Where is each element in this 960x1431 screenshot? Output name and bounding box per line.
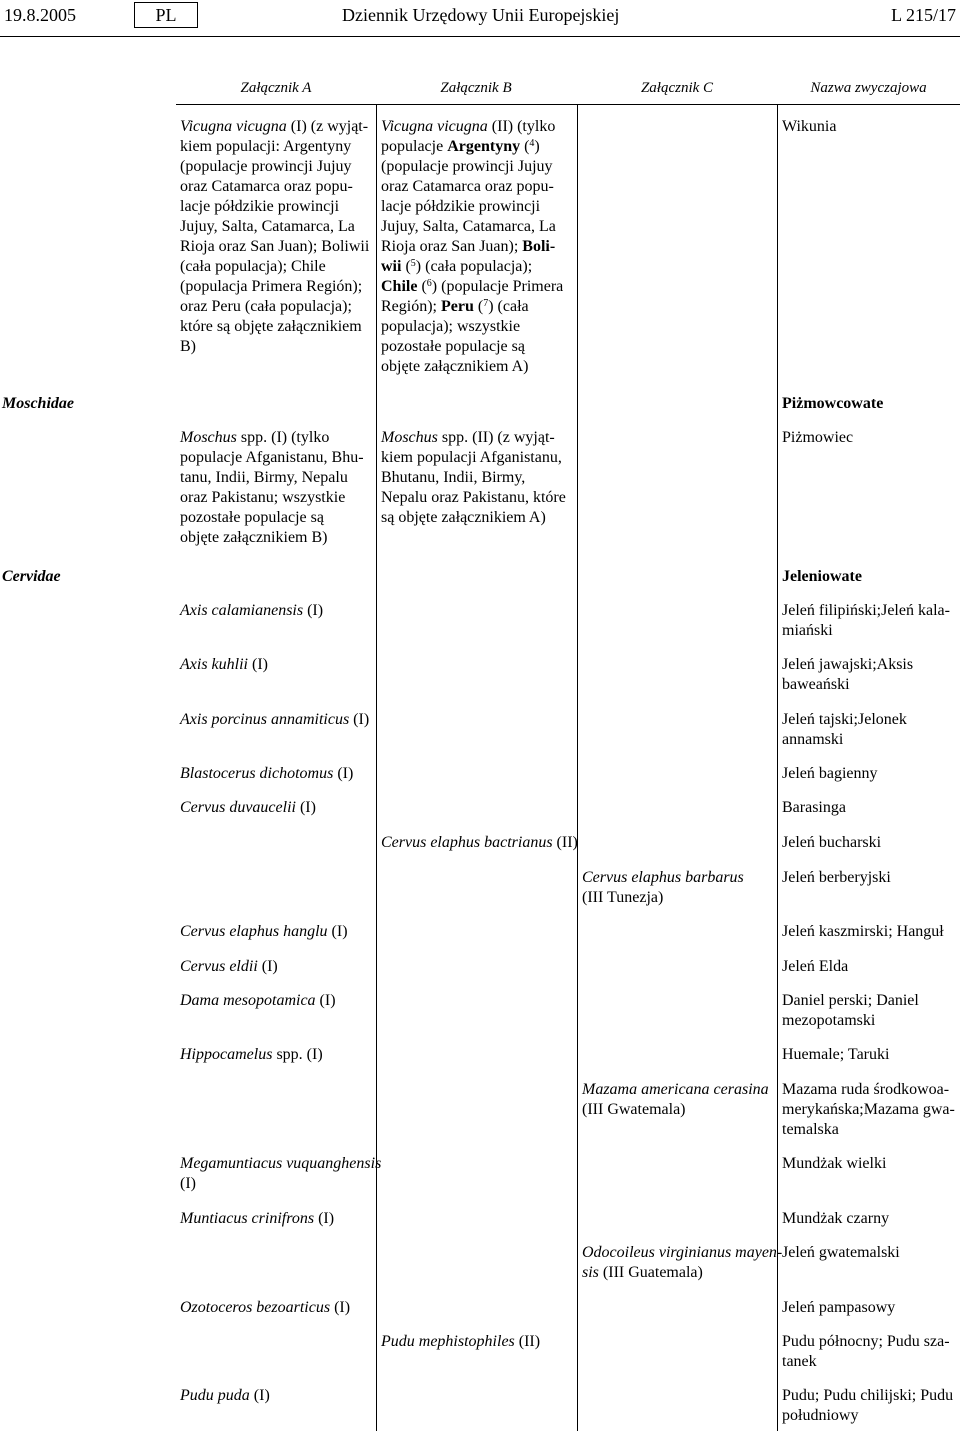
journal-title: Dziennik Urzędowy Unii Europejskiej [342, 5, 620, 25]
family-name: Moschidae [2, 395, 74, 412]
species-name: Moschus [180, 429, 237, 446]
table-row: Odocoileus virginianus mayen- sis (III Guatemala) [582, 1244, 783, 1281]
table-row: Hippocamelus spp. (I) [180, 1046, 323, 1063]
common-name: Daniel perski; Daniel mezopotamski [782, 992, 919, 1029]
common-name: Jeleń Elda [782, 958, 849, 975]
common-name: Jeleń pampasowy [782, 1299, 896, 1316]
table-row: Blastocerus dichotomus (I) [180, 765, 354, 782]
common-name: Mazama ruda środkowoa- merykańska;Mazama gwa- temalska [782, 1081, 955, 1138]
column-divider [376, 104, 377, 1431]
column-header-c: Załącznik C [640, 80, 714, 96]
table-row: Cervus eldii (I) [180, 958, 278, 975]
common-name: Barasinga [782, 799, 846, 816]
column-divider [577, 104, 578, 1431]
common-name: Mundżak wielki [782, 1155, 887, 1172]
common-name: Jeleń bucharski [782, 834, 882, 851]
family-common-name: Piżmowcowate [782, 395, 884, 412]
common-name: Pudu; Pudu chilijski; Pudu południowy [782, 1387, 954, 1424]
table-row: Cervus elaphus bactrianus (II) [381, 834, 578, 851]
common-name: Jeleń jawajski;Aksis baweański [782, 656, 914, 693]
species-name: Vicugna vicugna [180, 118, 287, 135]
species-name: Vicugna vicugna [381, 118, 488, 135]
table-row: Pudu mephistophiles (II) [381, 1333, 541, 1350]
common-name: Jeleń tajski;Jelonek annamski [782, 711, 907, 748]
footnote-ref: 5 [410, 258, 416, 269]
footnote-ref: 4 [529, 138, 535, 149]
column-header-rule [176, 104, 960, 105]
table-row: Cervus elaphus barbarus (III Tunezja) [582, 869, 744, 906]
table-row: Megamuntiacus vuquanghensis (I) [180, 1155, 382, 1192]
common-name: Jeleń berberyjski [782, 869, 891, 886]
table-row: Axis kuhlii (I) [180, 656, 268, 673]
page-header [0, 0, 960, 32]
column-header-b: Załącznik B [440, 80, 512, 96]
table-row: Cervus duvaucelii (I) [180, 799, 316, 816]
footnote-ref: 7 [483, 298, 489, 309]
common-name: Jeleń kaszmirski; Hanguł [782, 923, 944, 940]
common-name: Jeleń bagienny [782, 765, 878, 782]
common-name: Pudu północny; Pudu sza- tanek [782, 1333, 950, 1370]
table-row: Dama mesopotamica (I) [180, 992, 336, 1009]
common-name: Huemale; Taruki [782, 1046, 890, 1063]
common-name: Jeleń filipiński;Jeleń kala- miański [782, 602, 950, 639]
moschus-appendix-b: Moschus spp. (II) (z wyjąt- kiem populacji Afganistanu, Bhutanu, Indii, Birmy, Nepalu oraz Pakistanu, które są objęte załącznikiem A) [381, 429, 566, 526]
vicugna-appendix-b: Vicugna vicugna (II) (tylko populacje Argentyny ($^4$) (populacje prowincji Jujuy oraz Catamarca oraz popu- lacje półdzikie prowincji Jujuy, Salta, Catamarca, La Rioja oraz San Juan); Boli- wii ($^5$) (cała populacja); Chile ($^6$) (populacje Primera Región); Peru ($^7$) (cała populacja); wszystkie pozostałe populacje są objęte załącznikiem A) [381, 118, 564, 375]
column-header-name: Nazwa zwyczajowa [810, 80, 927, 96]
common-name: Mundżak czarny [782, 1210, 890, 1227]
common-name: Jeleń gwatemalski [782, 1244, 900, 1261]
moschus-common-name: Piżmowiec [782, 429, 854, 446]
vicugna-appendix-a: Vicugna vicugna (I) (z wyjąt- kiem populacji: Argentyny (populacje prowincji Jujuy oraz Catamarca oraz popu- lacje półdzikie prowincji Jujuy, Salta, Catamarca, La Rioja oraz San Juan); Boliwii (cała populacja); Chile (populacja Primera Región); oraz Peru (cała populacja); które są objęte załącznikiem B) [180, 118, 370, 355]
publication-date: 19.8.2005 [4, 5, 76, 25]
family-common-name: Jeleniowate [782, 568, 862, 585]
table-row: Ozotoceros bezoarticus (I) [180, 1299, 351, 1316]
table-row: Axis porcinus annamiticus (I) [180, 711, 370, 728]
family-name: Cervidae [2, 568, 61, 585]
species-name: Moschus [381, 429, 438, 446]
moschus-appendix-a: Moschus spp. (I) (tylko populacje Afganistanu, Bhu- tanu, Indii, Birmy, Nepalu oraz Pakistanu; wszystkie pozostałe populacje są objęte załącznikiem B) [180, 429, 364, 546]
vicugna-common-name: Wikunia [782, 118, 837, 135]
table-row: Cervus elaphus hanglu (I) [180, 923, 348, 940]
table-row: Muntiacus crinifrons (I) [180, 1210, 335, 1227]
table-row: Mazama americana cerasina (III Gwatemala) [582, 1081, 769, 1118]
footnote-ref: 6 [426, 278, 432, 289]
column-header-a: Załącznik A [240, 80, 312, 96]
table-row: Pudu puda (I) [180, 1387, 270, 1404]
header-rule [0, 36, 960, 37]
language-box: PL [134, 2, 198, 28]
column-divider [777, 104, 778, 1431]
table-row: Axis calamianensis (I) [180, 602, 324, 619]
page-number: L 215/17 [891, 5, 956, 25]
